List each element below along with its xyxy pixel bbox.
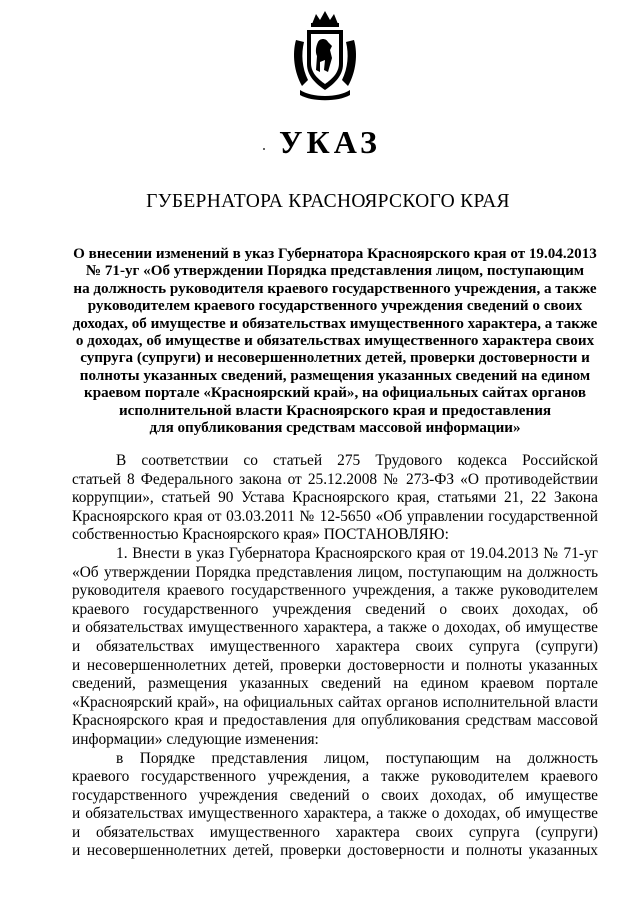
heading-line: руководителем краевого государственного учреждения сведений о своих [87,298,583,315]
body-line: и обязательствах имущественного характера, а также о доходах, об имуществе [72,619,598,637]
heading-line: исполнительной власти Красноярского края и предоставления [118,402,552,419]
body-line: и обязательствах имущественного характера своих супруга (супруги) [72,823,598,841]
body-line: и обязательствах имущественного характера своих супруга (супруги) [72,637,598,655]
body-line: и несовершеннолетних детей, проверки достоверности и полноты указанных [72,656,598,674]
decree-heading [70,246,600,437]
body-line: краевого государственного учреждения сведений о своих доходах, об [72,600,598,618]
coat-of-arms-icon [290,10,360,102]
issuer-line: ГУБЕРНАТОРА КРАСНОЯРСКОГО КРАЯ [146,191,510,212]
body-line: статьей 8 Федерального закона от 25.12.2008 № 273-ФЗ «О противодействии [72,470,598,488]
heading-line: для опубликования средствам массовой информации» [149,420,521,437]
body-line: государственного учреждения сведений о своих доходах, об имуществе [72,786,598,804]
body-line: «Об утверждении Порядка представления лицом, поступающим на должность [72,563,598,581]
scan-speck [263,148,265,150]
body-line: В соответствии со статьей 275 Трудового кодекса Российской [116,452,598,469]
decree-body [72,452,598,861]
document-type-title: УКАЗ [279,124,381,160]
body-line: «Красноярский край», на официальных сайтах органов исполнительной власти [72,693,598,711]
body-line: краевого государственного учреждения, а также руководителем краевого [72,768,598,786]
body-line: руководителя краевого государственного учреждения, а также руководителем [72,582,598,600]
heading-line: о доходах, об имуществе и обязательствах имущественного характера своих [75,333,595,350]
body-line: 1. Внести в указ Губернатора Красноярского края от 19.04.2013 № 71-уг [116,544,598,562]
body-line: Красноярского края от 03.03.2011 № 12-5650 «Об управлении государственной [72,507,598,525]
body-line: информации» следующие изменения: [72,730,319,748]
body-line: Красноярского края и предоставления для опубликования средствам массовой [72,712,598,730]
heading-line: О внесении изменений в указ Губернатора Красноярского края от 19.04.2013 [73,246,597,262]
body-line: и несовершеннолетних детей, проверки достоверности и полноты указанных [72,842,598,860]
body-line: в Порядке представления лицом, поступающим на должность [116,749,598,767]
heading-line: краевом портале «Красноярский край», на официальных сайтах органов [84,385,586,402]
heading-line: полноты указанных сведений, размещения указанных сведений на едином [79,367,591,384]
body-line: сведений, размещения указанных сведений на едином краевом портале [72,675,598,693]
heading-line: на должность руководителя краевого государственного учреждения, а также [73,280,597,297]
coat-of-arms-emblem [290,10,360,102]
heading-line: супруга (супруги) и несовершеннолетних детей, проверки достоверности и [80,350,590,367]
body-line: коррупции», статьей 90 Устава Красноярского края, статьями 21, 22 Закона [72,489,598,507]
body-line: собственностью Красноярского края» ПОСТАНОВЛЯЮ: [72,526,449,544]
heading-line: доходах, об имуществе и обязательствах имущественного характера, а также [72,315,598,332]
body-line: и обязательствах имущественного характера, а также о доходах, об имуществе [72,805,598,823]
heading-line: № 71-уг «Об утверждении Порядка представления лицом, поступающим [85,263,585,280]
